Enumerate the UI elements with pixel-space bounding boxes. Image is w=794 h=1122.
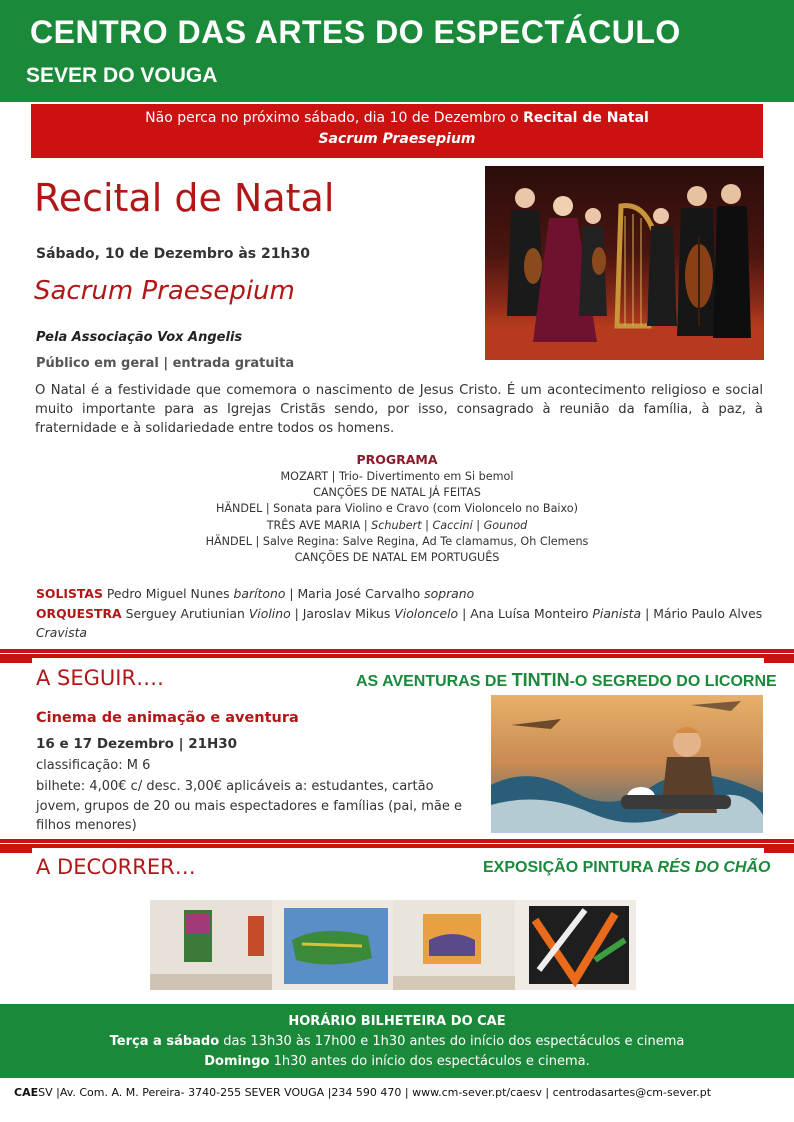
event-title: Recital de Natal (34, 176, 335, 220)
ensemble-illustration (485, 166, 764, 360)
ongoing-section-label: A DECORRER… (36, 855, 196, 879)
performer-name: | Mário Paulo Alves (641, 605, 763, 621)
divider (0, 649, 794, 653)
page-title: CENTRO DAS ARTES DO ESPECTÁCULO (30, 14, 681, 50)
banner-text: Não perca no próximo sábado, dia 10 de Dezembro o (145, 110, 524, 126)
film-poster-image (491, 695, 763, 833)
program-item: CANÇÕES DE NATAL JÁ FEITAS (313, 486, 481, 500)
gallery-photo (393, 900, 515, 990)
contacts-details: SV |Av. Com. A. M. Pereira- 3740-255 SEVER VOUGA |234 590 470 | www.cm-sever.pt/caesv | centrodasartes@cm-sever.pt (38, 1086, 712, 1099)
banner-event-subtitle: Sacrum Praesepium (318, 131, 476, 147)
gallery-photo (272, 900, 394, 990)
event-date: Sábado, 10 de Dezembro às 21h30 (36, 246, 310, 262)
composer-caccini: Caccini (432, 518, 473, 532)
composer-gounod: Gounod (483, 518, 528, 532)
performer-role: Violino (248, 605, 291, 621)
performer-role: Pianista (592, 605, 642, 621)
performer-name: Serguey Arutiunian (121, 605, 249, 621)
film-title-tintin: TINTIN (511, 670, 570, 690)
performer-name: | Maria José Carvalho (285, 586, 425, 601)
next-section-label: A SEGUIR…. (36, 666, 164, 690)
separator: | (472, 518, 484, 532)
program-item: MOZART | Trio- Divertimento em Si bemol (280, 470, 514, 483)
film-dates: 16 e 17 Dezembro | 21H30 (36, 736, 238, 752)
performer-name: Pedro Miguel Nunes (102, 586, 234, 601)
separator: | (421, 518, 433, 532)
page-subtitle: SEVER DO VOUGA (26, 64, 218, 87)
film-ticket-price: bilhete: 4,00€ c/ desc. 3,00€ aplicáveis a: estudantes, cartão jovem, grupos de 20 ou mais espectadores e famílias (pai, mãe e filhos menores) (36, 779, 463, 833)
exhibition-title-name: RÉS DO CHÃO (657, 859, 771, 876)
gallery-photo (150, 900, 272, 990)
film-title-prefix: AS AVENTURAS DE (356, 673, 512, 690)
ensemble-photo (485, 166, 764, 360)
soloists-line (36, 584, 766, 604)
box-office-hours (0, 1004, 794, 1078)
program-list (0, 469, 794, 566)
hours-days-2: Domingo (204, 1054, 270, 1069)
event-description: O Natal é a festividade que comemora o nascimento de Jesus Cristo. É um acontecimento religioso e social muito importante para as Igrejas Cristãs sendo, por isso, consagrado à reunião da família, à paz, à fraternidade e à solidariedade entre todos os homens. (35, 383, 763, 436)
program-item-text: TRÊS AVE MARIA | (266, 518, 372, 532)
banner-event-name: Recital de Natal (523, 110, 649, 126)
performer-role: soprano (424, 586, 475, 601)
event-audience: Público em geral | entrada gratuita (36, 356, 295, 371)
performer-role: barítono (233, 586, 286, 601)
event-organizer: Pela Associação Vox Angelis (36, 330, 243, 345)
film-classification: classificação: M 6 (36, 758, 151, 773)
soloists-label: SOLISTAS (36, 586, 103, 601)
hours-days-1: Terça a sábado (109, 1034, 220, 1049)
performers-block (36, 584, 766, 643)
film-title (356, 670, 777, 691)
divider-gap (32, 658, 764, 663)
film-genre: Cinema de animação e aventura (36, 710, 299, 726)
performer-role: Violoncelo (394, 605, 459, 621)
hours-detail-1: das 13h30 às 17h00 e 1h30 antes do início dos espectáculos e cinema (219, 1034, 685, 1049)
announcement-banner (31, 104, 763, 158)
exhibition-title-prefix: EXPOSIÇÃO PINTURA (483, 859, 658, 876)
exhibition-gallery (150, 900, 636, 990)
composer-schubert: Schubert (371, 518, 422, 532)
performer-name: | Ana Luísa Monteiro (458, 605, 593, 621)
film-poster-illustration (491, 695, 763, 833)
event-subtitle: Sacrum Praesepium (34, 276, 295, 306)
program-title: PROGRAMA (356, 452, 438, 467)
performer-name: | Jaroslav Mikus (290, 605, 395, 621)
program-item: HÄNDEL | Sonata para Violino e Cravo (com Violoncelo no Baixo) (215, 502, 579, 516)
hours-detail-2: 1h30 antes do início dos espectáculos e cinema. (269, 1054, 590, 1069)
exhibition-title (483, 859, 770, 877)
performer-role: Cravista (36, 625, 88, 640)
program-item (0, 518, 794, 534)
gallery-photo (515, 900, 637, 990)
divider (0, 839, 794, 843)
contacts-brand: CAE (14, 1086, 39, 1099)
film-title-suffix: -O SEGREDO DO LICORNE (569, 673, 777, 690)
program-item: HÄNDEL | Salve Regina: Salve Regina, Ad Te clamamus, Oh Clemens (205, 534, 589, 548)
divider-gap (32, 848, 764, 853)
orchestra-label: ORQUESTRA (36, 605, 122, 621)
contacts-footer (14, 1086, 784, 1099)
orchestra-line (36, 604, 766, 643)
program-item: CANÇÕES DE NATAL EM PORTUGUÊS (294, 551, 500, 565)
hours-title: HORÁRIO BILHETEIRA DO CAE (288, 1014, 506, 1029)
